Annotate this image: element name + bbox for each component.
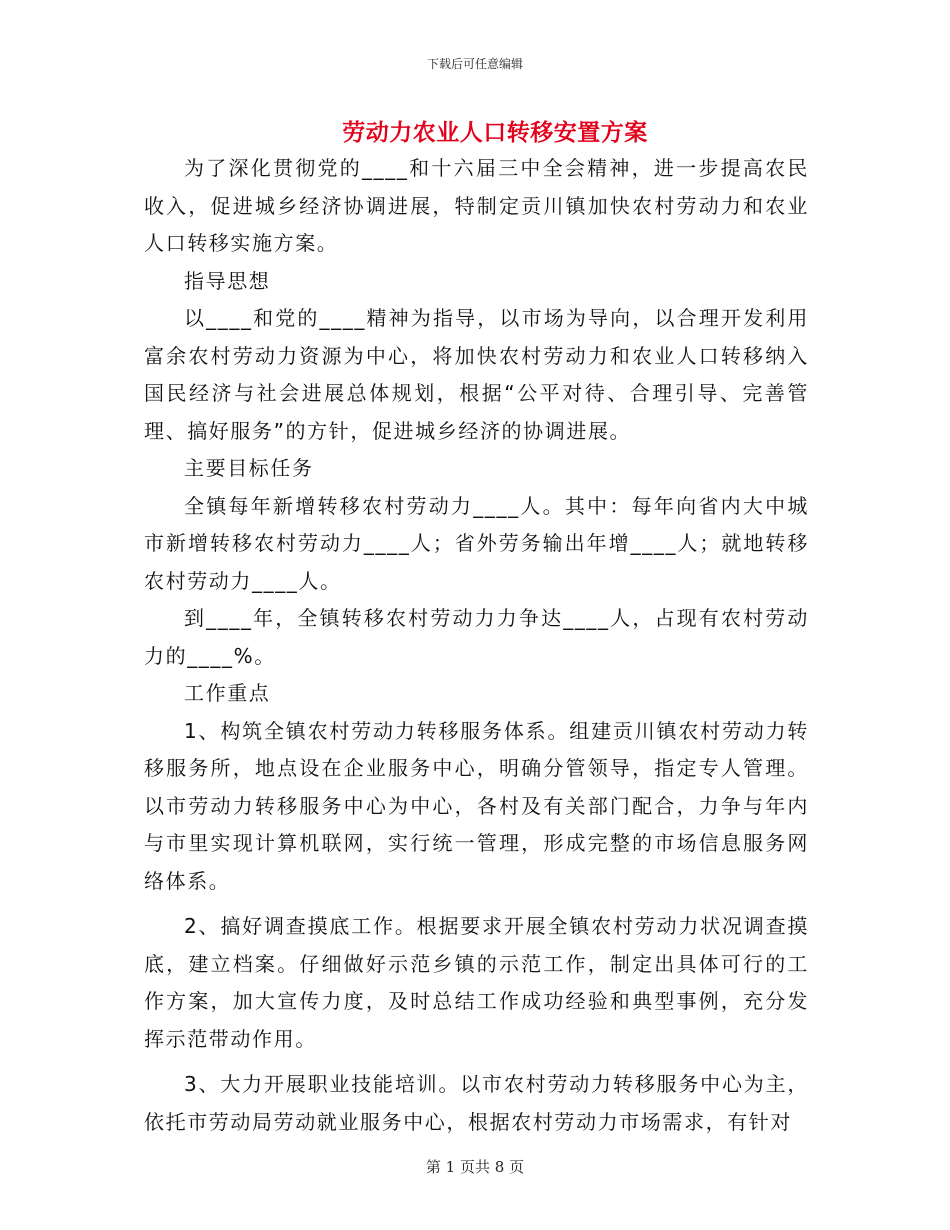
section-heading-main-goals: 主要目标任务 [184,456,314,480]
paragraph-item-1: 1、构筑全镇农村劳动力转移服务体系。组建贡川镇农村劳动力转移服务所，地点设在企业服务中心，明确分管领导，指定专人管理。以市劳动力转移服务中心为中心，各村及有关部门配合，力争与年内与市里实现计算机联网，实行统一管理，形成完整的市场信息服务网络体系。 [144,718,809,893]
paragraph-item-2: 2、搞好调查摸底工作。根据要求开展全镇农村劳动力状况调查摸底，建立档案。仔细做好示范乡镇的示范工作，制定出具体可行的工作方案，加大宣传力度，及时总结工作成功经验和典型事例，充分发挥示范带动作用。 [144,914,809,1051]
paragraph-intro: 为了深化贯彻党的____和十六届三中全会精神，进一步提高农民收入，促进城乡经济协调进展，特制定贡川镇加快农村劳动力和农业人口转移实施方案。 [144,156,809,255]
header-note: 下载后可任意编辑 [426,57,523,71]
document-title: 劳动力农业人口转移安置方案 [342,120,648,146]
section-heading-guiding-ideology: 指导思想 [184,268,271,293]
paragraph-annual-goals: 全镇每年新增转移农村劳动力____人。其中：每年向省内大中城市新增转移农村劳动力____人；省外劳务输出年增____人；就地转移农村劳动力____人。 [144,493,809,593]
document-body [144,150,809,1141]
paragraph-target-year: 到____年，全镇转移农村劳动力力争达____人，占现有农村劳动力的____%。 [144,606,809,668]
paragraph-item-3: 3、大力开展职业技能培训。以市农村劳动力转移服务中心为主，依托市劳动局劳动就业服务中心，根据农村劳动力市场需求，有针对 [144,1072,809,1134]
page-number: 第 1 页共 8 页 [425,1158,525,1176]
paragraph-guiding-ideology: 以____和党的____精神为指导，以市场为导向，以合理开发利用富余农村劳动力资源为中心，将加快农村劳动力和农业人口转移纳入国民经济与社会进展总体规划，根据“公平对待、合理引导、完善管理、搞好服务”的方针，促进城乡经济的协调进展。 [144,306,809,443]
section-heading-work-focus: 工作重点 [184,681,271,705]
